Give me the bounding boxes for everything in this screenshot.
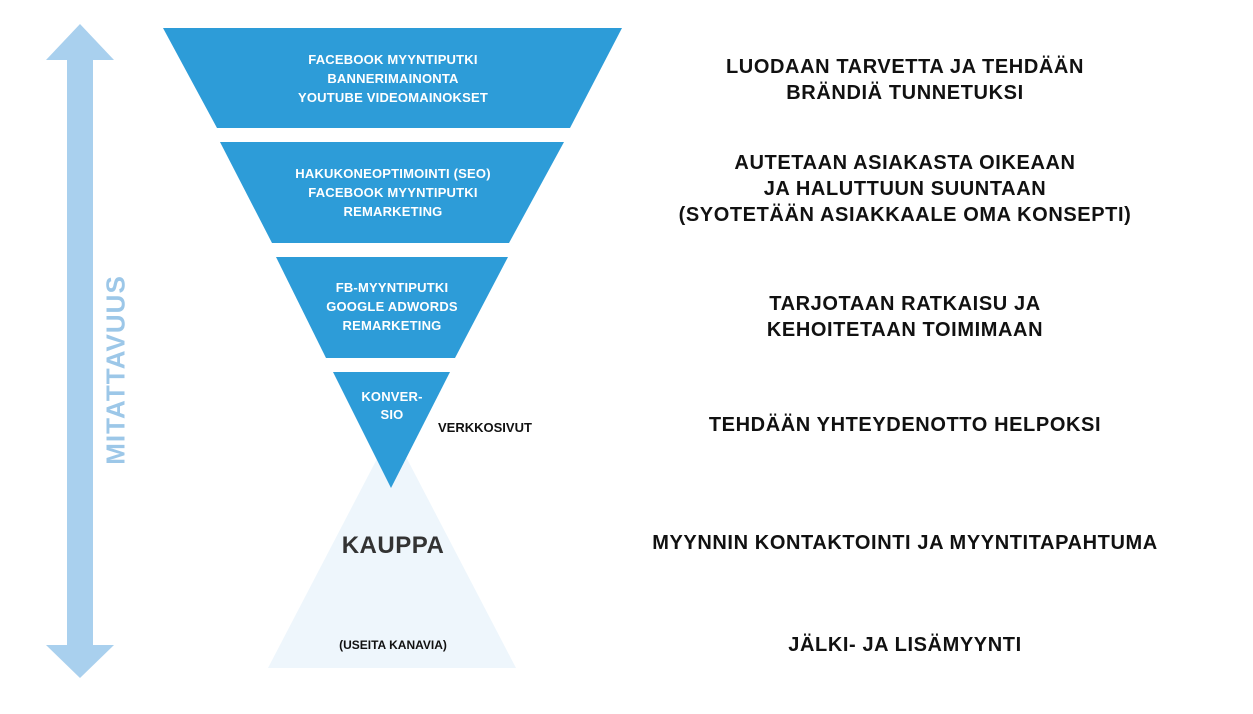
description-6-line-1: JÄLKI- JA LISÄMYYNTI: [788, 634, 1022, 656]
funnel-layer-1-line-3: YOUTUBE VIDEOMAINOKSET: [297, 90, 489, 105]
sales-title: KAUPPA: [341, 532, 445, 559]
funnel-layer-4-line-1: KONVER-: [361, 389, 423, 404]
description-1: [620, 54, 1190, 106]
funnel-layer-4-text: [350, 388, 434, 424]
funnel-layer-2-line-1: HAKUKONEOPTIMOINTI (SEO): [295, 166, 491, 181]
arrow-shaft: [67, 58, 93, 648]
description-2: [620, 150, 1190, 228]
measurability-label: MITATTAVUUS: [100, 275, 131, 465]
arrow-up-head: [46, 24, 114, 60]
description-1-line-2: BRÄNDIÄ TUNNETUKSI: [786, 82, 1024, 104]
description-2-line-1: AUTETAAN ASIAKASTA OIKEAAN: [734, 152, 1076, 174]
funnel-layer-2-text: [262, 164, 524, 221]
description-3-line-1: TARJOTAAN RATKAISU JA: [769, 293, 1041, 315]
funnel-layer-3-line-2: GOOGLE ADWORDS: [326, 299, 458, 314]
funnel-layer-4-line-2: SIO: [380, 407, 404, 422]
arrow-down-head: [46, 645, 114, 678]
funnel-layer-2-line-2: FACEBOOK MYYNTIPUTKI: [308, 185, 478, 200]
description-3-line-2: KEHOITETAAN TOIMIMAAN: [766, 319, 1044, 341]
funnel-layer-3-text: [300, 278, 484, 335]
website-label: VERKKOSIVUT: [438, 420, 532, 435]
description-4: [620, 412, 1190, 438]
funnel-layer-1-text: [230, 50, 556, 107]
funnel-layer-2-line-3: REMARKETING: [343, 204, 443, 219]
funnel-layer-1-line-2: BANNERIMAINONTA: [327, 71, 459, 86]
description-2-line-2: JA HALUTTUUN SUUNTAAN: [763, 178, 1047, 200]
description-5: [600, 530, 1210, 556]
description-6: [620, 632, 1190, 658]
channels-note: (USEITA KANAVIA): [339, 638, 447, 652]
description-4-line-1: TEHDÄÄN YHTEYDENOTTO HELPOKSI: [708, 414, 1102, 436]
description-1-line-1: LUODAAN TARVETTA JA TEHDÄÄN: [725, 56, 1085, 78]
description-2-line-3: (SYOTETÄÄN ASIAKKAALE OMA KONSEPTI): [678, 204, 1132, 226]
funnel-layer-1-line-1: FACEBOOK MYYNTIPUTKI: [308, 52, 478, 67]
funnel-layer-3-line-3: REMARKETING: [342, 318, 442, 333]
description-5-line-1: MYYNNIN KONTAKTOINTI JA MYYNTITAPAHTUMA: [652, 532, 1158, 554]
description-3: [620, 291, 1190, 343]
funnel-layer-3-line-1: FB-MYYNTIPUTKI: [335, 280, 449, 295]
